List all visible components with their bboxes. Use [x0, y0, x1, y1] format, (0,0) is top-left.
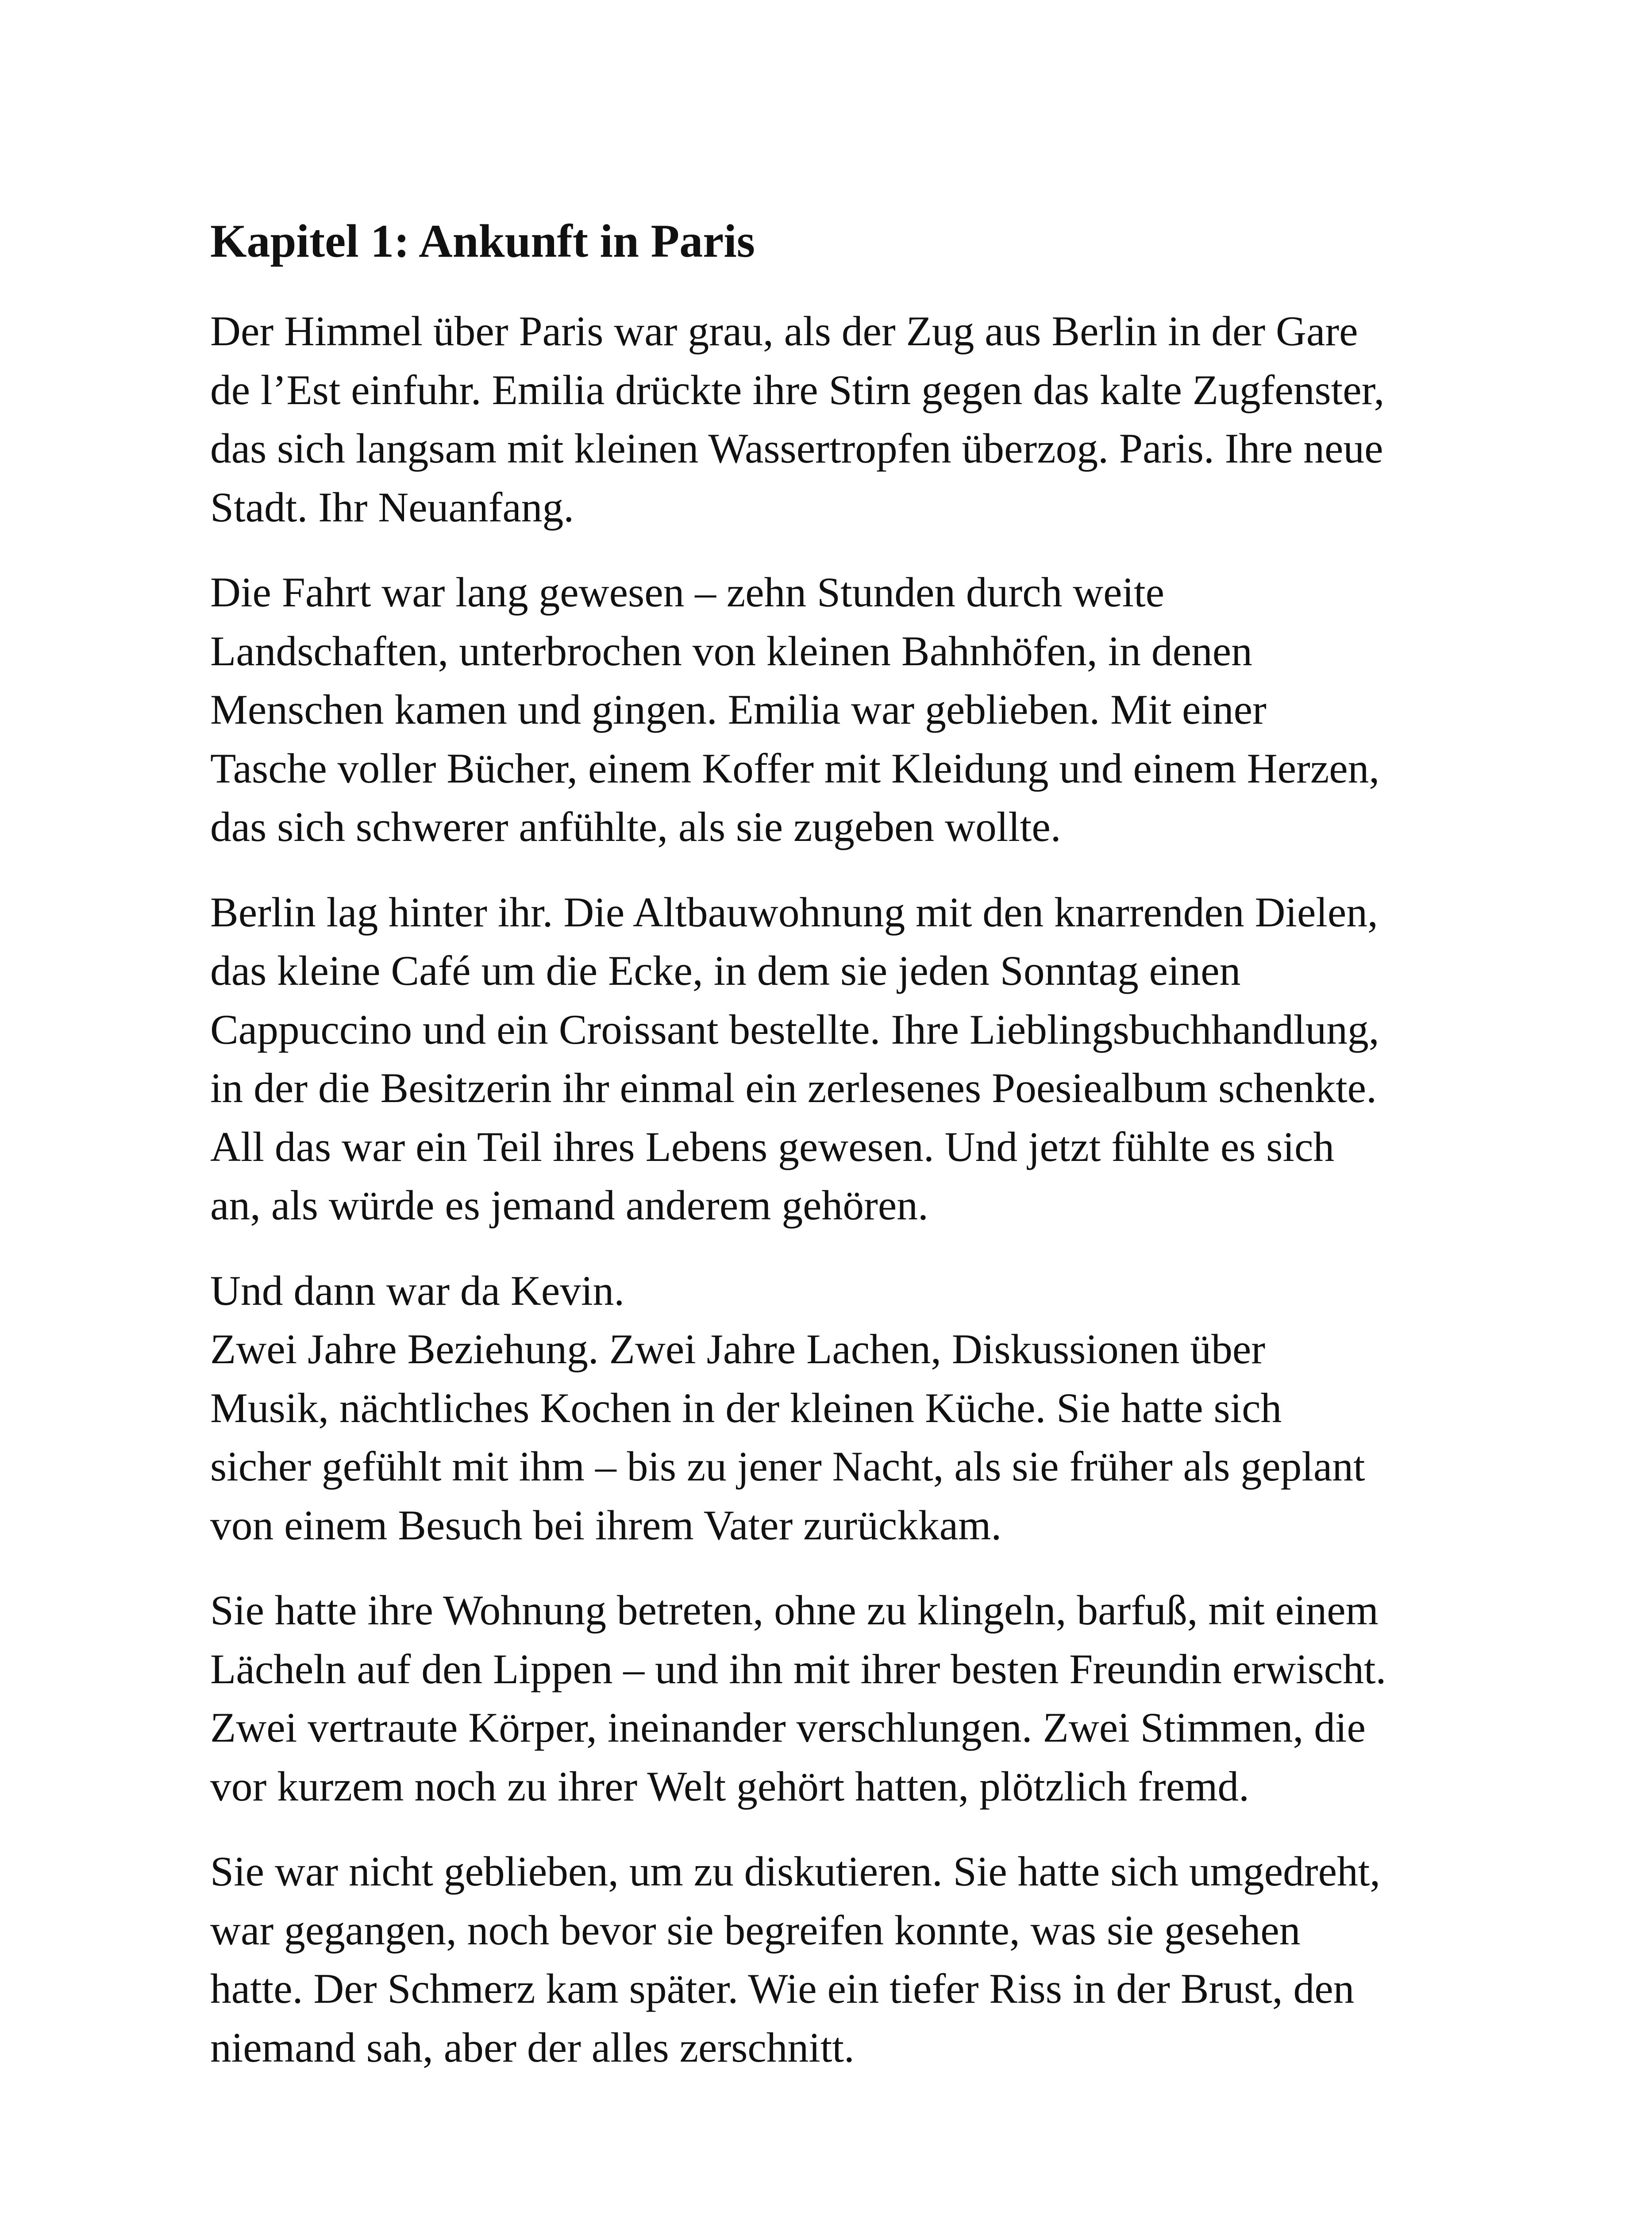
text-line: Landschaften, unterbrochen von kleinen Bahnhöfen, in denen	[210, 627, 1252, 675]
text-line: Der Himmel über Paris war grau, als der Zug aus Berlin in der Gare	[210, 308, 1358, 355]
text-line: Cappuccino und ein Croissant bestellte. Ihre Lieblingsbuchhandlung,	[210, 1006, 1379, 1053]
text-line: Zwei vertraute Körper, ineinander verschlungen. Zwei Stimmen, die	[210, 1704, 1366, 1751]
text-line: Und dann war da Kevin.	[210, 1267, 625, 1314]
text-line: All das war ein Teil ihres Lebens gewesen. Und jetzt fühlte es sich	[210, 1123, 1335, 1170]
text-line: das sich langsam mit kleinen Wassertropfen überzog. Paris. Ihre neue	[210, 425, 1383, 472]
text-line: das kleine Café um die Ecke, in dem sie jeden Sonntag einen	[210, 947, 1241, 994]
paragraph	[210, 1581, 1449, 1816]
text-line: das sich schwerer anfühlte, als sie zugeben wollte.	[210, 803, 1061, 850]
text-line: in der die Besitzerin ihr einmal ein zerlesenes Poesiealbum schenkte.	[210, 1064, 1377, 1111]
paragraph	[210, 1261, 1449, 1555]
text-line: Menschen kamen und gingen. Emilia war geblieben. Mit einer	[210, 686, 1267, 733]
text-line: Sie hatte ihre Wohnung betreten, ohne zu klingeln, barfuß, mit einem	[210, 1587, 1379, 1634]
paragraph	[210, 302, 1449, 536]
text-line: Tasche voller Bücher, einem Koffer mit Kleidung und einem Herzen,	[210, 744, 1380, 792]
paragraph	[210, 1842, 1449, 2077]
paragraph	[210, 563, 1449, 856]
text-line: sicher gefühlt mit ihm – bis zu jener Nacht, als sie früher als geplant	[210, 1443, 1365, 1490]
document-content	[210, 208, 1449, 2103]
text-line: von einem Besuch bei ihrem Vater zurückkam.	[210, 1501, 1002, 1549]
text-line: niemand sah, aber der alles zerschnitt.	[210, 2024, 855, 2071]
text-line: Lächeln auf den Lippen – und ihn mit ihrer besten Freundin erwischt.	[210, 1645, 1386, 1693]
chapter-title: Kapitel 1: Ankunft in Paris	[210, 215, 755, 267]
text-line: Zwei Jahre Beziehung. Zwei Jahre Lachen, Diskussionen über	[210, 1326, 1266, 1373]
text-line: Die Fahrt war lang gewesen – zehn Stunden durch weite	[210, 569, 1165, 616]
paragraph	[210, 883, 1449, 1235]
text-line: Stadt. Ihr Neuanfang.	[210, 483, 574, 531]
text-line: Musik, nächtliches Kochen in der kleinen Küche. Sie hatte sich	[210, 1384, 1282, 1431]
text-line: hatte. Der Schmerz kam später. Wie ein tiefer Riss in der Brust, den	[210, 1965, 1355, 2012]
text-line: Sie war nicht geblieben, um zu diskutieren. Sie hatte sich umgedreht,	[210, 1848, 1381, 1895]
text-line: de l’Est einfuhr. Emilia drückte ihre Stirn gegen das kalte Zugfenster,	[210, 366, 1385, 413]
text-line: Berlin lag hinter ihr. Die Altbauwohnung mit den knarrenden Dielen,	[210, 888, 1378, 936]
text-line: vor kurzem noch zu ihrer Welt gehört hatten, plötzlich fremd.	[210, 1762, 1250, 1810]
text-line: war gegangen, noch bevor sie begreifen konnte, was sie gesehen	[210, 1906, 1301, 1954]
text-line: an, als würde es jemand anderem gehören.	[210, 1182, 928, 1229]
